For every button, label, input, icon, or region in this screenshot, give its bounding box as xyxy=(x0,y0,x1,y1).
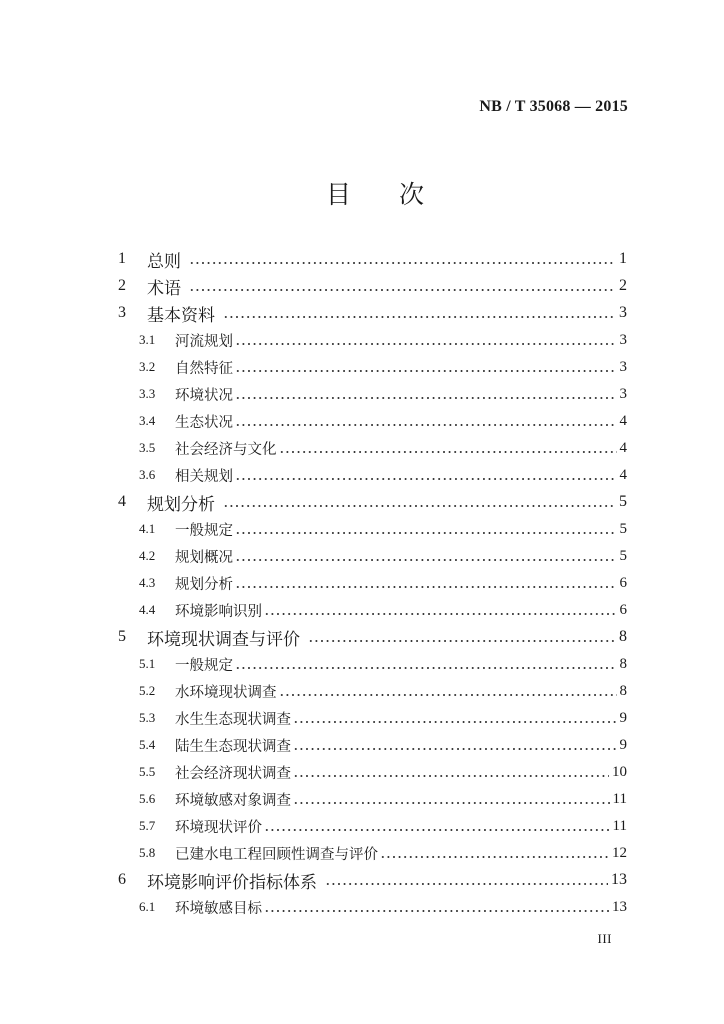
toc-entry-title: 自然特征 xyxy=(175,360,233,377)
toc-entry-page: 11 xyxy=(612,817,627,834)
toc-section-entry xyxy=(0,678,724,705)
toc-entry-page: 8 xyxy=(619,655,627,672)
toc-entry-title: 基本资料 xyxy=(147,305,215,326)
toc-entry-title: 规划分析 xyxy=(175,576,233,593)
toc-entry-number: 3.2 xyxy=(139,359,156,374)
toc-entry-page: 2 xyxy=(619,277,627,294)
toc-dot-leader xyxy=(235,585,617,589)
toc-entry-title: 环境敏感对象调查 xyxy=(175,792,291,809)
toc-entry-page: 3 xyxy=(619,304,627,321)
toc-dot-leader xyxy=(293,747,617,751)
standard-code-header: NB / T 35068 — 2015 xyxy=(479,98,628,115)
toc-entry-title: 相关规划 xyxy=(175,468,233,485)
toc-entry-number: 5.7 xyxy=(139,818,156,833)
toc-chapter-entry xyxy=(0,867,724,894)
page-number-footer: III xyxy=(597,931,612,946)
toc-section-entry xyxy=(0,597,724,624)
toc-dot-leader xyxy=(235,477,617,481)
toc-entry-number: 3.5 xyxy=(139,440,156,455)
toc-entry-page: 4 xyxy=(619,412,627,429)
toc-entry-title: 环境影响评价指标体系 xyxy=(147,872,317,893)
toc-chapter-entry xyxy=(0,624,724,651)
toc-entry-page: 11 xyxy=(612,790,627,807)
toc-entry-title: 总则 xyxy=(147,251,181,272)
toc-dot-leader xyxy=(235,369,617,373)
toc-dot-leader xyxy=(235,396,617,400)
toc-entry-title: 生态状况 xyxy=(175,414,233,431)
toc-entry-number: 5 xyxy=(118,628,126,645)
toc-section-entry xyxy=(0,894,724,921)
toc-entry-number: 3.6 xyxy=(139,467,156,482)
toc-dot-leader xyxy=(235,423,617,427)
toc-entry-title: 社会经济现状调查 xyxy=(175,765,291,782)
toc-section-entry xyxy=(0,705,724,732)
toc-dot-leader xyxy=(279,693,617,697)
toc-entry-page: 5 xyxy=(619,520,627,537)
toc-section-entry xyxy=(0,651,724,678)
toc-dot-leader xyxy=(293,774,609,778)
toc-entry-page: 6 xyxy=(619,601,627,618)
toc-section-entry xyxy=(0,516,724,543)
toc-entry-page: 3 xyxy=(619,385,627,402)
toc-chapter-entry xyxy=(0,300,724,327)
toc-dot-leader xyxy=(293,720,617,724)
toc-entry-number: 5.5 xyxy=(139,764,156,779)
toc-dot-leader xyxy=(264,612,617,616)
toc-entry-page: 5 xyxy=(619,547,627,564)
toc-entry-page: 4 xyxy=(619,466,627,483)
toc-entry-title: 已建水电工程回顾性调查与评价 xyxy=(175,846,378,863)
toc-entry-number: 3 xyxy=(118,304,126,321)
toc-dot-leader xyxy=(325,882,608,886)
toc-dot-leader xyxy=(223,315,616,319)
toc-entry-page: 8 xyxy=(619,682,627,699)
toc-entry-page: 9 xyxy=(619,709,627,726)
toc-entry-title: 水环境现状调查 xyxy=(175,684,277,701)
toc-entry-page: 13 xyxy=(612,898,627,915)
toc-dot-leader xyxy=(264,828,610,832)
toc-entry-page: 12 xyxy=(612,844,627,861)
toc-entry-title: 一般规定 xyxy=(175,522,233,539)
toc-section-entry xyxy=(0,813,724,840)
toc-dot-leader xyxy=(264,909,609,913)
toc-title: 目次 xyxy=(326,180,473,209)
toc-dot-leader xyxy=(380,855,609,859)
toc-entry-page: 1 xyxy=(619,250,627,267)
toc-dot-leader xyxy=(235,531,617,535)
toc-entry-number: 5.2 xyxy=(139,683,156,698)
toc-dot-leader xyxy=(308,639,616,643)
toc-entry-page: 5 xyxy=(619,493,627,510)
toc-section-entry xyxy=(0,381,724,408)
toc-entry-number: 4.3 xyxy=(139,575,156,590)
toc-entry-title: 水生生态现状调查 xyxy=(175,711,291,728)
toc-section-entry xyxy=(0,732,724,759)
toc-entry-number: 5.3 xyxy=(139,710,156,725)
toc-entry-title: 社会经济与文化 xyxy=(175,441,277,458)
toc-entry-number: 3.4 xyxy=(139,413,156,428)
toc-entry-title: 环境敏感目标 xyxy=(175,900,262,917)
toc-entry-title: 环境现状评价 xyxy=(175,819,262,836)
toc-section-entry xyxy=(0,354,724,381)
toc-entry-page: 3 xyxy=(619,358,627,375)
toc-entry-title: 河流规划 xyxy=(175,333,233,350)
toc-entry-number: 4.2 xyxy=(139,548,156,563)
toc-entry-number: 5.6 xyxy=(139,791,156,806)
toc-entry-number: 4.4 xyxy=(139,602,156,617)
toc-entry-title: 规划分析 xyxy=(147,494,215,515)
toc-section-entry xyxy=(0,462,724,489)
toc-chapter-entry xyxy=(0,273,724,300)
toc-entry-number: 5.4 xyxy=(139,737,156,752)
toc-entry-title: 规划概况 xyxy=(175,549,233,566)
toc-entry-number: 1 xyxy=(118,250,126,267)
toc-entry-number: 4 xyxy=(118,493,126,510)
toc-entry-number: 5.1 xyxy=(139,656,156,671)
toc-dot-leader xyxy=(293,801,610,805)
toc-entry-title: 环境状况 xyxy=(175,387,233,404)
toc-dot-leader xyxy=(235,666,617,670)
toc-section-entry xyxy=(0,570,724,597)
toc-section-entry xyxy=(0,840,724,867)
toc-dot-leader xyxy=(235,342,617,346)
toc-entry-title: 陆生生态现状调查 xyxy=(175,738,291,755)
toc-section-entry xyxy=(0,435,724,462)
toc-dot-leader xyxy=(235,558,617,562)
toc-entry-page: 3 xyxy=(619,331,627,348)
toc-chapter-entry xyxy=(0,489,724,516)
toc-entry-page: 10 xyxy=(612,763,627,780)
toc-section-entry xyxy=(0,408,724,435)
toc-entry-number: 4.1 xyxy=(139,521,156,536)
toc-entry-title: 环境影响识别 xyxy=(175,603,262,620)
toc-entry-page: 9 xyxy=(619,736,627,753)
toc-section-entry xyxy=(0,543,724,570)
toc-entry-page: 6 xyxy=(619,574,627,591)
toc-section-entry xyxy=(0,786,724,813)
toc-section-entry xyxy=(0,759,724,786)
toc-entry-title: 一般规定 xyxy=(175,657,233,674)
toc-entry-page: 4 xyxy=(619,439,627,456)
toc-dot-leader xyxy=(189,288,616,292)
toc-entry-number: 5.8 xyxy=(139,845,156,860)
toc-entry-number: 6 xyxy=(118,871,126,888)
toc-chapter-entry xyxy=(0,246,724,273)
toc-dot-leader xyxy=(279,450,617,454)
toc-entry-page: 13 xyxy=(611,871,627,888)
toc-entry-number: 3.1 xyxy=(139,332,156,347)
toc-dot-leader xyxy=(223,504,616,508)
toc-entry-number: 6.1 xyxy=(139,899,156,914)
toc-entry-title: 环境现状调查与评价 xyxy=(147,629,300,650)
toc-entry-title: 术语 xyxy=(147,278,181,299)
toc-entry-number: 2 xyxy=(118,277,126,294)
toc-entry-number: 3.3 xyxy=(139,386,156,401)
toc-dot-leader xyxy=(189,261,616,265)
toc-section-entry xyxy=(0,327,724,354)
toc-entry-page: 8 xyxy=(619,628,627,645)
